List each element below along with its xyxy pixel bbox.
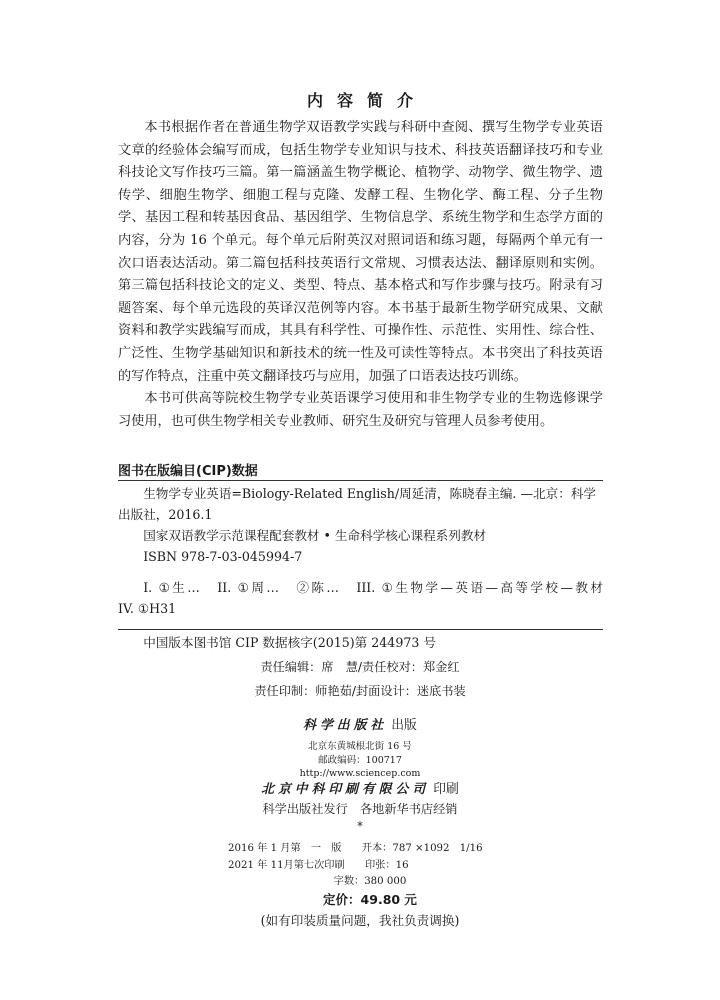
separator-star: * (357, 819, 363, 833)
cip-classification-1: I. ①生… II. ①周… ②陈… III. ①生物学—英语—高等学校—教材 (143, 580, 603, 595)
edition-line-1: 2016 年 1 月第 一 版 开本：787 ×1092 1/16 (228, 843, 483, 854)
summary-paragraph-1: 本书根据作者在普通生物学双语教学实践与科研中查阅、撰写生物学专业英语文章的经验体会编写而成，包括生物学专业知识与技术、科技英语翻译技巧和专业科技论文写作技巧三篇。第一篇涵盖生物学概论、植物学、动物学、微生物学、遗传学、细胞生物学、细胞工程与克隆、发酵工程、生物化学、酶工程、分子生物学、基因工程和转基因食品、基因组学、生物信息学、系统生物学和生态学方面的内容，分为 16 个单元。每个单元后附英汉对照词语和练习题，每隔两个单元有一次口语表达活动。第二篇包括科技英语行文常规、习惯表达法、翻译原则和实例。第三篇包括科技论文的定义、类型、特点、基本格式和写作步骤与技巧。附录有习题答案、每个单元选段的英译汉范例等内容。本书基于最新生物学研究成果、文献资料和教学实践编写而成，其具有科学性、可操作性、示范性、实用性、综合性、广泛性、生物学基础知识和新技术的统一性及可读性等特点。本书突出了科技英语的写作特点，注重中英文翻译技巧与应用，加强了口语表达技巧训练。 (118, 120, 603, 384)
publisher-line (0, 716, 720, 736)
cip-isbn: ISBN 978-7-03-045994-7 (143, 549, 303, 564)
word-count: 字数：380 000 (333, 876, 407, 887)
publisher-postcode: 邮政编码：100717 (318, 755, 402, 766)
cip-series: 国家双语教学示范课程配套教材 • 生命科学核心课程系列教材 (143, 528, 487, 543)
publisher-address: 北京东黄城根北街 16 号 (308, 741, 412, 752)
publisher-suffix: 出版 (391, 718, 417, 733)
cip-bottom-rule (118, 629, 603, 630)
summary-paragraph-2: 本书可供高等院校生物学专业英语课学习使用和非生物学专业的生物选修课学习使用，也可供生物学相关专业教师、研究生及研究与管理人员参考使用。 (118, 391, 603, 429)
printer-suffix: 印刷 (433, 782, 459, 797)
production-credits: 责任印制：师艳茹/封面设计：迷底书装 (254, 684, 466, 698)
printer-name: 北京中科印刷有限公司 (261, 782, 430, 797)
cip-record (118, 483, 603, 619)
cip-classification-2: IV. ①H31 (118, 601, 177, 616)
summary-body (118, 117, 603, 433)
cip-top-rule (118, 480, 603, 481)
summary-title: 内容简介 (306, 91, 427, 110)
quality-note: (如有印装质量问题，我社负责调换) (260, 913, 460, 928)
editor-credits: 责任编辑：席 慧/责任校对：郑金红 (260, 660, 460, 674)
price: 定价：49.80 元 (323, 892, 417, 907)
distributor-line: 科学出版社发行 各地新华书店经销 (262, 802, 458, 816)
publisher-name: 科学出版社 (303, 718, 388, 733)
publisher-website: http://www.sciencep.com (299, 768, 421, 779)
cip-heading: 图书在版编目(CIP)数据 (118, 464, 258, 479)
cip-title-line: 生物学专业英语=Biology-Related English/周延清，陈晓春主编. —北京：科学出版社，2016.1 (118, 486, 597, 522)
printer-line (0, 781, 720, 799)
edition-line-2: 2021 年 11月第七次印刷 印张：16 (228, 860, 409, 871)
cip-number: 中国版本图书馆 CIP 数据核字(2015)第 244973 号 (143, 635, 436, 650)
